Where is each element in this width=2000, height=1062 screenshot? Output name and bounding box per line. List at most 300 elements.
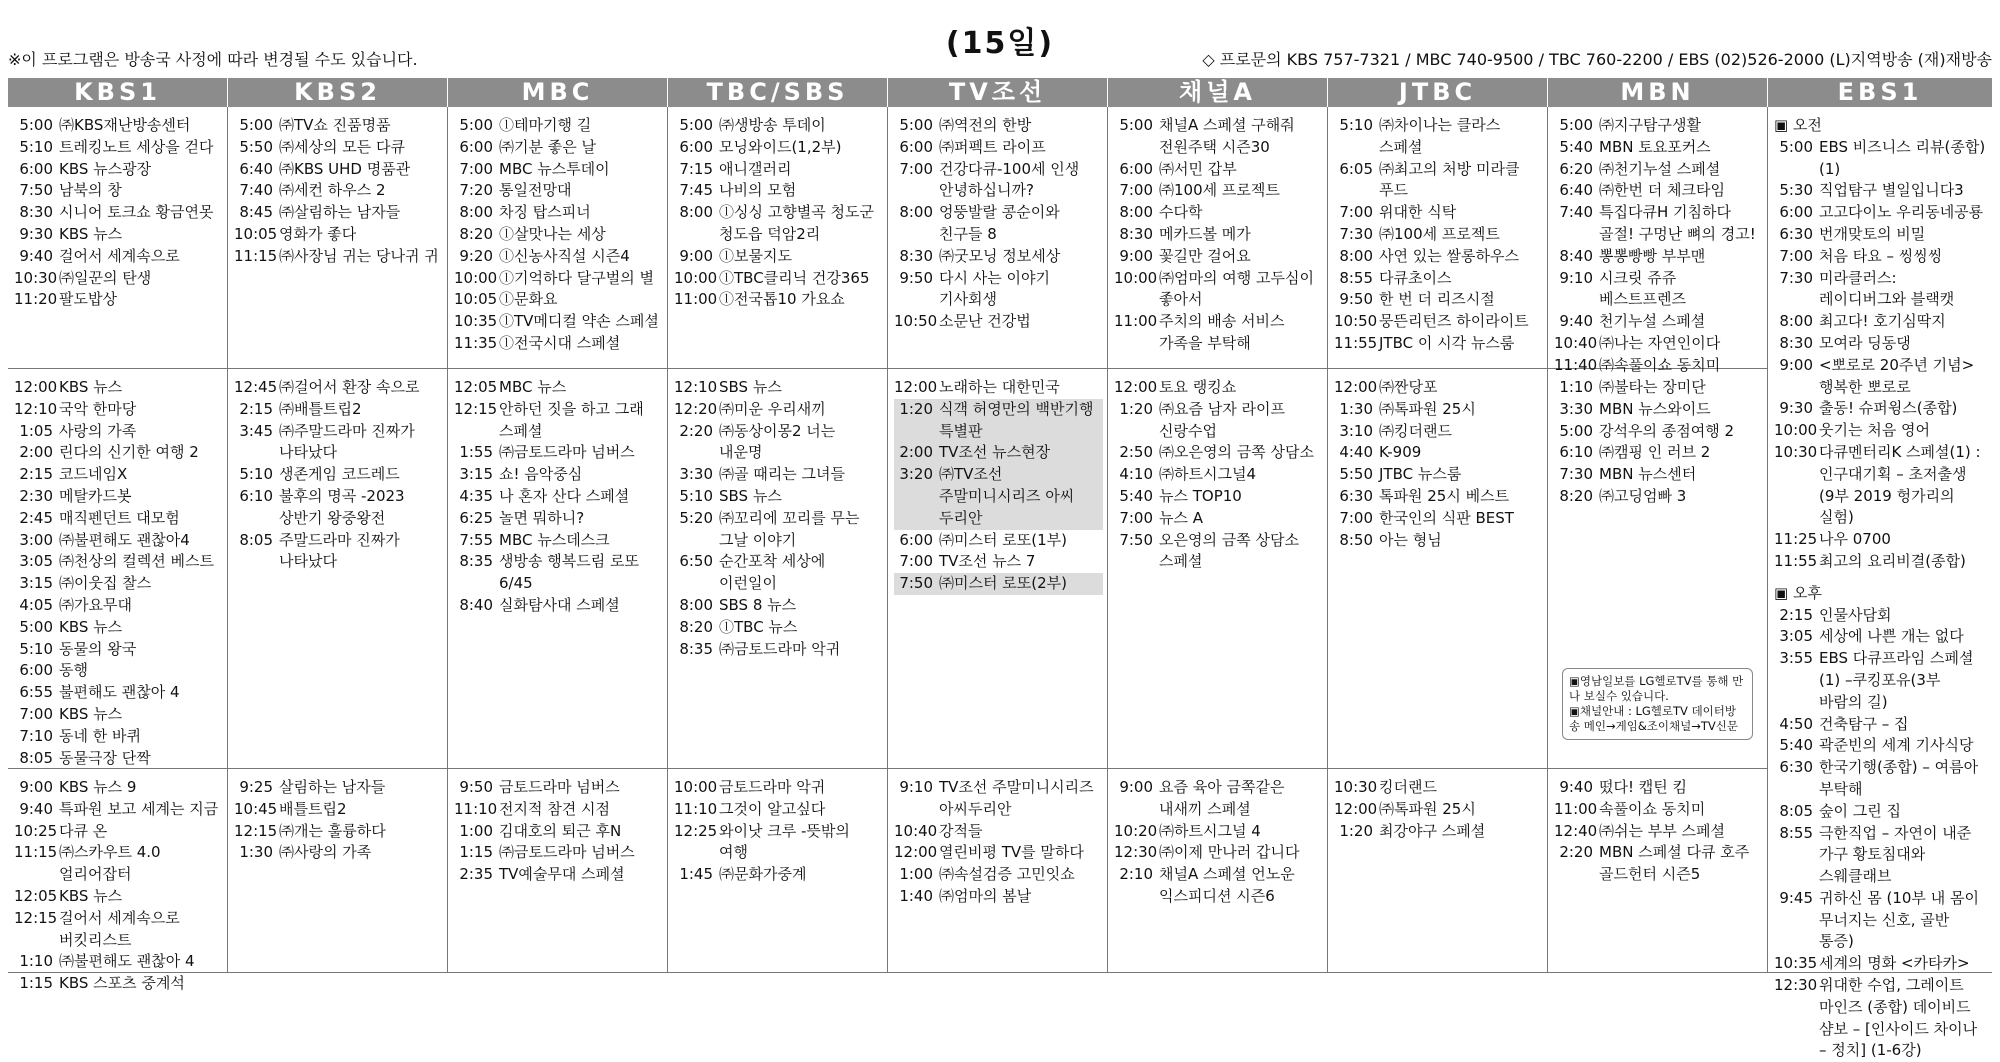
program-entry xyxy=(14,508,223,530)
program-entry xyxy=(894,268,1103,312)
program-title: 한국인의 식판 BEST xyxy=(1379,508,1514,527)
program-entry xyxy=(1554,421,1763,443)
kbs1-afternoon xyxy=(8,369,228,769)
program-entry xyxy=(1774,268,1988,312)
program-title: ㈜굿모닝 정보세상 xyxy=(939,246,1061,265)
program-time: 8:05 xyxy=(239,530,273,549)
program-time: 9:40 xyxy=(1559,778,1593,796)
program-title: ㈜동상이몽2 너는 내운명 xyxy=(719,421,836,462)
program-title: MBC 뉴스 xyxy=(499,378,567,396)
program-entry xyxy=(674,777,883,799)
program-entry xyxy=(454,399,663,443)
kbs1-evening xyxy=(8,769,228,993)
program-title: 떴다! 캡틴 킴 xyxy=(1599,778,1687,796)
program-title: 킹더랜드 xyxy=(1379,778,1437,796)
program-entry xyxy=(14,726,223,748)
program-entry xyxy=(1554,442,1763,464)
program-title: 극한직업 – 자연이 내준 가구 황토침대와 스웨클래브 xyxy=(1819,823,1972,886)
program-time: 6:00 xyxy=(459,137,493,156)
program-time: 8:30 xyxy=(1779,333,1813,352)
program-title: 뭉뜬리턴즈 하이라이트 xyxy=(1379,312,1529,331)
program-title: 트레킹노트 세상을 걷다 xyxy=(59,137,214,156)
program-time: 12:25 xyxy=(674,821,718,840)
program-entry xyxy=(674,159,883,181)
program-entry xyxy=(1774,823,1988,888)
program-time: 3:10 xyxy=(1339,421,1373,440)
program-entry xyxy=(1774,224,1988,246)
program-entry xyxy=(894,246,1103,268)
program-time: 5:10 xyxy=(19,137,53,156)
program-entry xyxy=(1774,355,1988,399)
program-entry xyxy=(1554,399,1763,421)
program-title: 애니갤러리 xyxy=(719,159,792,178)
program-time: 6:00 xyxy=(1779,203,1813,222)
program-title: ⓛTBC 뉴스 xyxy=(719,617,798,636)
program-time: 6:50 xyxy=(679,552,713,571)
program-time: 8:30 xyxy=(1119,224,1153,243)
program-entry xyxy=(234,464,443,486)
channel-header-tbc-sbs: TBC/SBS xyxy=(668,78,888,107)
program-time: 10:20 xyxy=(1114,821,1158,840)
program-entry xyxy=(234,530,443,574)
program-entry xyxy=(674,486,883,508)
program-time: 9:40 xyxy=(19,246,53,265)
ebs1-column xyxy=(1768,107,1992,1060)
program-title: 출동! 슈퍼윙스(종합) xyxy=(1819,399,1958,418)
program-title: 아는 형님 xyxy=(1379,530,1442,549)
program-entry xyxy=(234,159,443,181)
program-time: 6:10 xyxy=(239,486,273,505)
program-title: 동네 한 바퀴 xyxy=(59,726,141,745)
program-entry xyxy=(14,180,223,202)
program-title: ㈜쉬는 부부 스페셜 xyxy=(1599,821,1725,840)
program-time: 8:20 xyxy=(679,617,713,636)
program-entry xyxy=(894,530,1103,552)
program-entry xyxy=(14,268,223,290)
program-time: 1:10 xyxy=(1559,378,1593,396)
program-entry xyxy=(894,842,1103,864)
program-title: ㈜골 때리는 그녀들 xyxy=(719,465,845,484)
program-entry xyxy=(1774,888,1988,953)
program-entry xyxy=(454,595,663,617)
program-entry xyxy=(894,551,1103,573)
program-time: 10:50 xyxy=(1334,312,1378,331)
program-entry xyxy=(1334,799,1543,821)
program-time: 9:50 xyxy=(459,778,493,796)
program-title: ㈜미스터 로또(1부) xyxy=(939,530,1067,549)
program-time: 10:00 xyxy=(674,778,718,796)
program-time: 5:00 xyxy=(1559,116,1593,134)
program-time: 11:20 xyxy=(14,290,58,309)
program-time: 9:30 xyxy=(1779,399,1813,418)
program-title: 강석우의 종점여행 2 xyxy=(1599,421,1735,440)
program-entry xyxy=(674,399,883,421)
program-time: 6:40 xyxy=(239,159,273,178)
program-entry xyxy=(1554,202,1763,246)
program-entry xyxy=(454,246,663,268)
program-entry xyxy=(14,595,223,617)
program-title: ㈜일꾼의 탄생 xyxy=(59,268,152,287)
program-time: 2:30 xyxy=(19,486,53,505)
program-entry xyxy=(1334,311,1543,333)
program-entry xyxy=(894,864,1103,886)
program-time: 9:10 xyxy=(1559,268,1593,287)
program-title: ⓛ신농사직설 시즌4 xyxy=(499,246,630,265)
program-time: 11:25 xyxy=(1774,530,1818,549)
program-time: 2:00 xyxy=(899,443,933,462)
program-title: 모닝와이드(1,2부) xyxy=(719,137,842,156)
program-entry xyxy=(1554,137,1763,159)
program-time: 4:05 xyxy=(19,595,53,614)
program-title: 숲이 그린 집 xyxy=(1819,801,1901,820)
program-title: ㈜세상의 모든 다큐 xyxy=(279,137,405,156)
program-title: 전지적 참견 시점 xyxy=(499,799,610,818)
program-time: 8:00 xyxy=(899,203,933,222)
program-title: 차징 탑스피너 xyxy=(499,203,591,222)
program-time: 7:00 xyxy=(899,552,933,571)
program-time: 1:00 xyxy=(899,865,933,884)
program-title: 쇼! 음악중심 xyxy=(499,465,583,484)
program-entry xyxy=(234,137,443,159)
program-entry xyxy=(1114,821,1323,843)
program-title: 직업탐구 별일입니다3 xyxy=(1819,181,1964,200)
program-time: 1:15 xyxy=(19,974,53,993)
program-title: ㈜개는 훌륭하다 xyxy=(279,821,386,840)
program-title: ㈜이제 만나러 갑니다 xyxy=(1159,843,1300,862)
program-title: SBS 뉴스 xyxy=(719,378,782,396)
program-entry xyxy=(234,180,443,202)
program-title: 안하던 짓을 하고 그래 스페셜 xyxy=(499,399,644,440)
program-title: KBS 뉴스 xyxy=(59,886,123,905)
program-entry xyxy=(1774,202,1988,224)
program-title: 매직펜던트 대모험 xyxy=(59,508,180,527)
program-time: 11:55 xyxy=(1774,551,1818,570)
program-entry xyxy=(454,180,663,202)
program-title: ㈜불타는 장미단 xyxy=(1599,378,1706,396)
program-title: 건축탐구 – 집 xyxy=(1819,714,1909,733)
program-title: 살림하는 남자들 xyxy=(279,778,386,796)
program-time: 3:30 xyxy=(1559,399,1593,418)
program-time: 8:30 xyxy=(899,246,933,265)
program-time: 11:15 xyxy=(14,843,58,862)
program-entry xyxy=(674,421,883,465)
program-time: 7:00 xyxy=(899,159,933,178)
mbc-morning xyxy=(448,107,668,369)
program-entry xyxy=(14,442,223,464)
program-title: ㈜천상의 컬렉션 베스트 xyxy=(59,552,214,571)
program-title: ⓛ살맛나는 세상 xyxy=(499,224,606,243)
program-entry xyxy=(14,704,223,726)
program-entry xyxy=(1114,464,1323,486)
program-entry xyxy=(1334,377,1543,399)
date-title: (15일) xyxy=(945,26,1055,61)
program-title: ⓛ테마기행 길 xyxy=(499,116,592,134)
program-time: 12:40 xyxy=(1554,821,1598,840)
program-time: 7:15 xyxy=(679,159,713,178)
program-entry xyxy=(454,137,663,159)
program-entry xyxy=(1334,464,1543,486)
program-title: ㈜서민 갑부 xyxy=(1159,159,1237,178)
program-time: 10:00 xyxy=(1114,268,1158,287)
program-title: 건강다큐-100세 인생 안녕하십니까? xyxy=(939,159,1080,200)
program-time: 5:40 xyxy=(1779,736,1813,755)
program-time: 5:30 xyxy=(1779,181,1813,200)
program-time: 9:40 xyxy=(19,799,53,818)
kbs2-morning xyxy=(228,107,448,369)
program-entry xyxy=(894,137,1103,159)
program-entry xyxy=(14,682,223,704)
program-title: 수다학 xyxy=(1159,203,1203,222)
program-entry xyxy=(234,246,443,268)
notice-box-line: ▣채널안내 : LG헬로TV 데이터방송 메인→게임&조이채널→TV신문 xyxy=(1569,704,1738,733)
program-time: 8:00 xyxy=(1339,246,1373,265)
program-title: 동물극장 단짝 xyxy=(59,748,151,767)
program-time: 1:45 xyxy=(679,865,713,884)
program-time: 5:50 xyxy=(1339,465,1373,484)
program-title: 처음 타요 – 씽씽씽 xyxy=(1819,246,1943,265)
program-time: 3:55 xyxy=(1779,649,1813,668)
program-time: 12:00 xyxy=(1334,799,1378,818)
program-title: ㈜이웃집 찰스 xyxy=(59,574,152,593)
program-time: 11:35 xyxy=(454,333,498,352)
program-time: 11:55 xyxy=(1334,333,1378,352)
program-entry xyxy=(14,821,223,843)
program-title: 모여라 딩동댕 xyxy=(1819,333,1911,352)
program-title: TV조선 뉴스현장 xyxy=(939,443,1051,462)
program-time: 2:45 xyxy=(19,508,53,527)
program-title: ㈜천기누설 스페셜 xyxy=(1599,159,1721,178)
program-title: EBS 비즈니스 리뷰(종합)(1) xyxy=(1819,137,1986,178)
program-time: 1:40 xyxy=(899,886,933,905)
mbn-morning xyxy=(1548,107,1768,374)
program-entry xyxy=(1114,180,1323,202)
program-title: ㈜사랑의 가족 xyxy=(279,843,372,862)
channel-header-mbn: MBN xyxy=(1548,78,1768,107)
program-time: 8:00 xyxy=(1119,203,1153,222)
program-title: 시크릿 쥬쥬 베스트프렌즈 xyxy=(1599,268,1686,309)
kbs1-morning xyxy=(8,107,228,369)
program-title: ㈜엄마의 여행 고두심이 좋아서 xyxy=(1159,268,1314,309)
program-time: 7:55 xyxy=(459,530,493,549)
program-time: 10:45 xyxy=(234,799,278,818)
program-entry xyxy=(674,508,883,552)
program-time: 7:00 xyxy=(1339,508,1373,527)
program-entry xyxy=(1334,159,1543,203)
program-title: 순간포착 세상에 이런일이 xyxy=(719,552,826,593)
program-title: ⓛTV메디컬 약손 스페셜 xyxy=(499,312,659,331)
program-title: ㈜지구탐구생활 xyxy=(1599,116,1701,134)
program-title: 금토드라마 악귀 xyxy=(719,778,826,796)
program-title: 속풀이쇼 동치미 xyxy=(1599,799,1706,818)
program-title: ㈜스카우트 4.0 얼리어잡터 xyxy=(59,843,161,884)
program-entry xyxy=(454,333,663,355)
program-title: ㈜하트시그널4 xyxy=(1159,465,1256,484)
program-title: ㈜역전의 한방 xyxy=(939,116,1032,134)
program-title: ㈜배틀트립2 xyxy=(279,399,362,418)
program-time: 9:30 xyxy=(19,224,53,243)
program-title: 웃기는 처음 영어 xyxy=(1819,421,1930,440)
program-entry xyxy=(1554,377,1763,399)
jtbc-morning xyxy=(1328,107,1548,369)
program-title: TV조선 뉴스 7 xyxy=(939,552,1036,571)
program-time: 9:40 xyxy=(1559,312,1593,331)
program-time: 10:40 xyxy=(894,821,938,840)
channel-header-row xyxy=(8,78,1992,107)
program-entry xyxy=(14,908,223,952)
program-time: 11:15 xyxy=(234,246,278,265)
program-title: ㈜100세 프로젝트 xyxy=(1379,224,1500,243)
program-time: 10:40 xyxy=(1554,333,1598,352)
program-time: 6:55 xyxy=(19,683,53,702)
program-entry xyxy=(454,486,663,508)
program-title: 다큐 온 xyxy=(59,821,108,840)
program-entry xyxy=(454,268,663,290)
program-time: 11:00 xyxy=(1114,312,1158,331)
program-title: ㈜꼬리에 꼬리를 무는 그날 이야기 xyxy=(719,508,860,549)
program-entry xyxy=(1114,311,1323,355)
program-time: 5:20 xyxy=(679,508,713,527)
program-entry xyxy=(234,377,443,399)
program-title: ㈜생방송 투데이 xyxy=(719,116,826,134)
program-time: 10:30 xyxy=(14,268,58,287)
tvchosun-morning xyxy=(888,107,1108,369)
program-time: 2:50 xyxy=(1119,443,1153,462)
program-time: 1:30 xyxy=(1339,399,1373,418)
program-entry xyxy=(14,159,223,181)
program-entry xyxy=(234,399,443,421)
program-title: 통일전망대 xyxy=(499,181,572,200)
program-entry xyxy=(454,311,663,333)
program-entry xyxy=(234,821,443,843)
program-time: 9:00 xyxy=(19,778,53,796)
program-title: ㈜속풀이쇼 동치미 xyxy=(1599,355,1721,374)
program-time: 7:10 xyxy=(19,726,53,745)
notice-box xyxy=(1562,668,1753,740)
program-time: 5:40 xyxy=(1559,137,1593,156)
program-time: 7:00 xyxy=(1119,508,1153,527)
program-entry xyxy=(454,442,663,464)
program-time: 5:10 xyxy=(239,465,273,484)
program-entry xyxy=(1774,246,1988,268)
program-entry xyxy=(1114,115,1323,159)
program-time: 12:15 xyxy=(454,399,498,418)
program-time: 10:05 xyxy=(234,224,278,243)
program-title: 위대한 식탁 xyxy=(1379,203,1457,222)
program-time: 12:00 xyxy=(894,378,938,396)
program-entry xyxy=(674,246,883,268)
program-time: 9:25 xyxy=(239,778,273,796)
program-entry xyxy=(234,799,443,821)
program-time: 10:25 xyxy=(14,821,58,840)
program-time: 9:00 xyxy=(679,246,713,265)
program-entry xyxy=(454,777,663,799)
program-time: 11:00 xyxy=(1554,799,1598,818)
program-entry xyxy=(1334,508,1543,530)
program-entry xyxy=(14,202,223,224)
program-entry xyxy=(1554,180,1763,202)
program-entry xyxy=(1774,953,1988,975)
program-title: ⓛ문화요 xyxy=(499,290,558,309)
program-title: 토요 랭킹쇼 xyxy=(1159,378,1237,396)
program-title: 팔도밥상 xyxy=(59,290,117,309)
program-title: 코드네임X xyxy=(59,465,128,484)
program-title: ㈜주말드라마 진짜가 나타났다 xyxy=(279,421,415,462)
program-time: 9:00 xyxy=(1119,246,1153,265)
program-title: 불후의 명곡 -2023 상반기 왕중왕전 xyxy=(279,486,405,527)
program-time: 8:05 xyxy=(1779,801,1813,820)
ebs1-am-list xyxy=(1774,137,1988,573)
program-entry xyxy=(14,377,223,399)
contact-info: ◇ 프로문의 KBS 757-7321 / MBC 740-9500 / TBC 760-2200 / EBS (02)526-2000 (L)지역방송 (재)재방송 xyxy=(1202,50,1992,69)
program-entry xyxy=(1554,821,1763,843)
program-title: 세계의 명화 <카타카> xyxy=(1819,954,1970,973)
program-title: 한국기행(종합) – 여름아 부탁해 xyxy=(1819,758,1979,798)
program-title: MBN 뉴스센터 xyxy=(1599,465,1697,484)
program-entry xyxy=(894,399,1103,443)
program-title: MBN 토요포커스 xyxy=(1599,137,1711,156)
program-time: 8:55 xyxy=(1339,268,1373,287)
program-title: 뉴스 A xyxy=(1159,508,1204,527)
program-time: 6:05 xyxy=(1339,159,1373,178)
program-entry xyxy=(1774,801,1988,823)
program-title: TV조선 주말미니시리즈 아씨두리안 xyxy=(939,778,1094,818)
program-time: 2:35 xyxy=(459,865,493,884)
program-entry xyxy=(1774,398,1988,420)
tbc-afternoon xyxy=(668,369,888,769)
program-title: 김대호의 퇴근 후N xyxy=(499,821,622,840)
program-title: 세상에 나쁜 개는 없다 xyxy=(1819,627,1964,646)
program-entry xyxy=(14,799,223,821)
program-entry xyxy=(674,137,883,159)
program-title: ㈜엄마의 봄날 xyxy=(939,886,1032,905)
program-entry xyxy=(234,115,443,137)
program-entry xyxy=(1774,180,1988,202)
program-entry xyxy=(1554,777,1763,799)
program-entry xyxy=(14,617,223,639)
program-entry xyxy=(674,617,883,639)
program-entry xyxy=(674,202,883,246)
program-entry xyxy=(1114,159,1323,181)
program-time: 11:40 xyxy=(1554,355,1598,374)
program-entry xyxy=(14,951,223,973)
program-time: 7:00 xyxy=(19,704,53,723)
program-time: 3:45 xyxy=(239,421,273,440)
program-time: 7:45 xyxy=(679,181,713,200)
channela-evening xyxy=(1108,769,1328,973)
program-time: 6:00 xyxy=(899,137,933,156)
program-title: ㈜TV쇼 진품명품 xyxy=(279,116,391,134)
program-entry xyxy=(14,486,223,508)
program-time: 12:30 xyxy=(1774,976,1818,995)
tbc-morning xyxy=(668,107,888,369)
kbs2-afternoon xyxy=(228,369,448,769)
program-entry xyxy=(454,224,663,246)
program-time: 5:10 xyxy=(19,639,53,658)
program-title: 나 혼자 산다 스페셜 xyxy=(499,486,630,505)
program-entry xyxy=(1114,508,1323,530)
mbc-afternoon xyxy=(448,369,668,769)
channel-header-tvchosun: TV조선 xyxy=(888,78,1108,107)
program-title: ㈜미스터 로또(2부) xyxy=(939,574,1067,593)
program-time: 7:30 xyxy=(1779,268,1813,287)
program-entry xyxy=(454,159,663,181)
program-title: 채널A 스페셜 구해줘 전원주택 시즌30 xyxy=(1159,116,1295,156)
program-entry xyxy=(14,777,223,799)
program-title: 그것이 알고싶다 xyxy=(719,799,826,818)
program-time: 7:50 xyxy=(899,574,933,593)
channela-afternoon xyxy=(1108,369,1328,769)
program-title: 다시 사는 이야기 기사회생 xyxy=(939,268,1050,309)
